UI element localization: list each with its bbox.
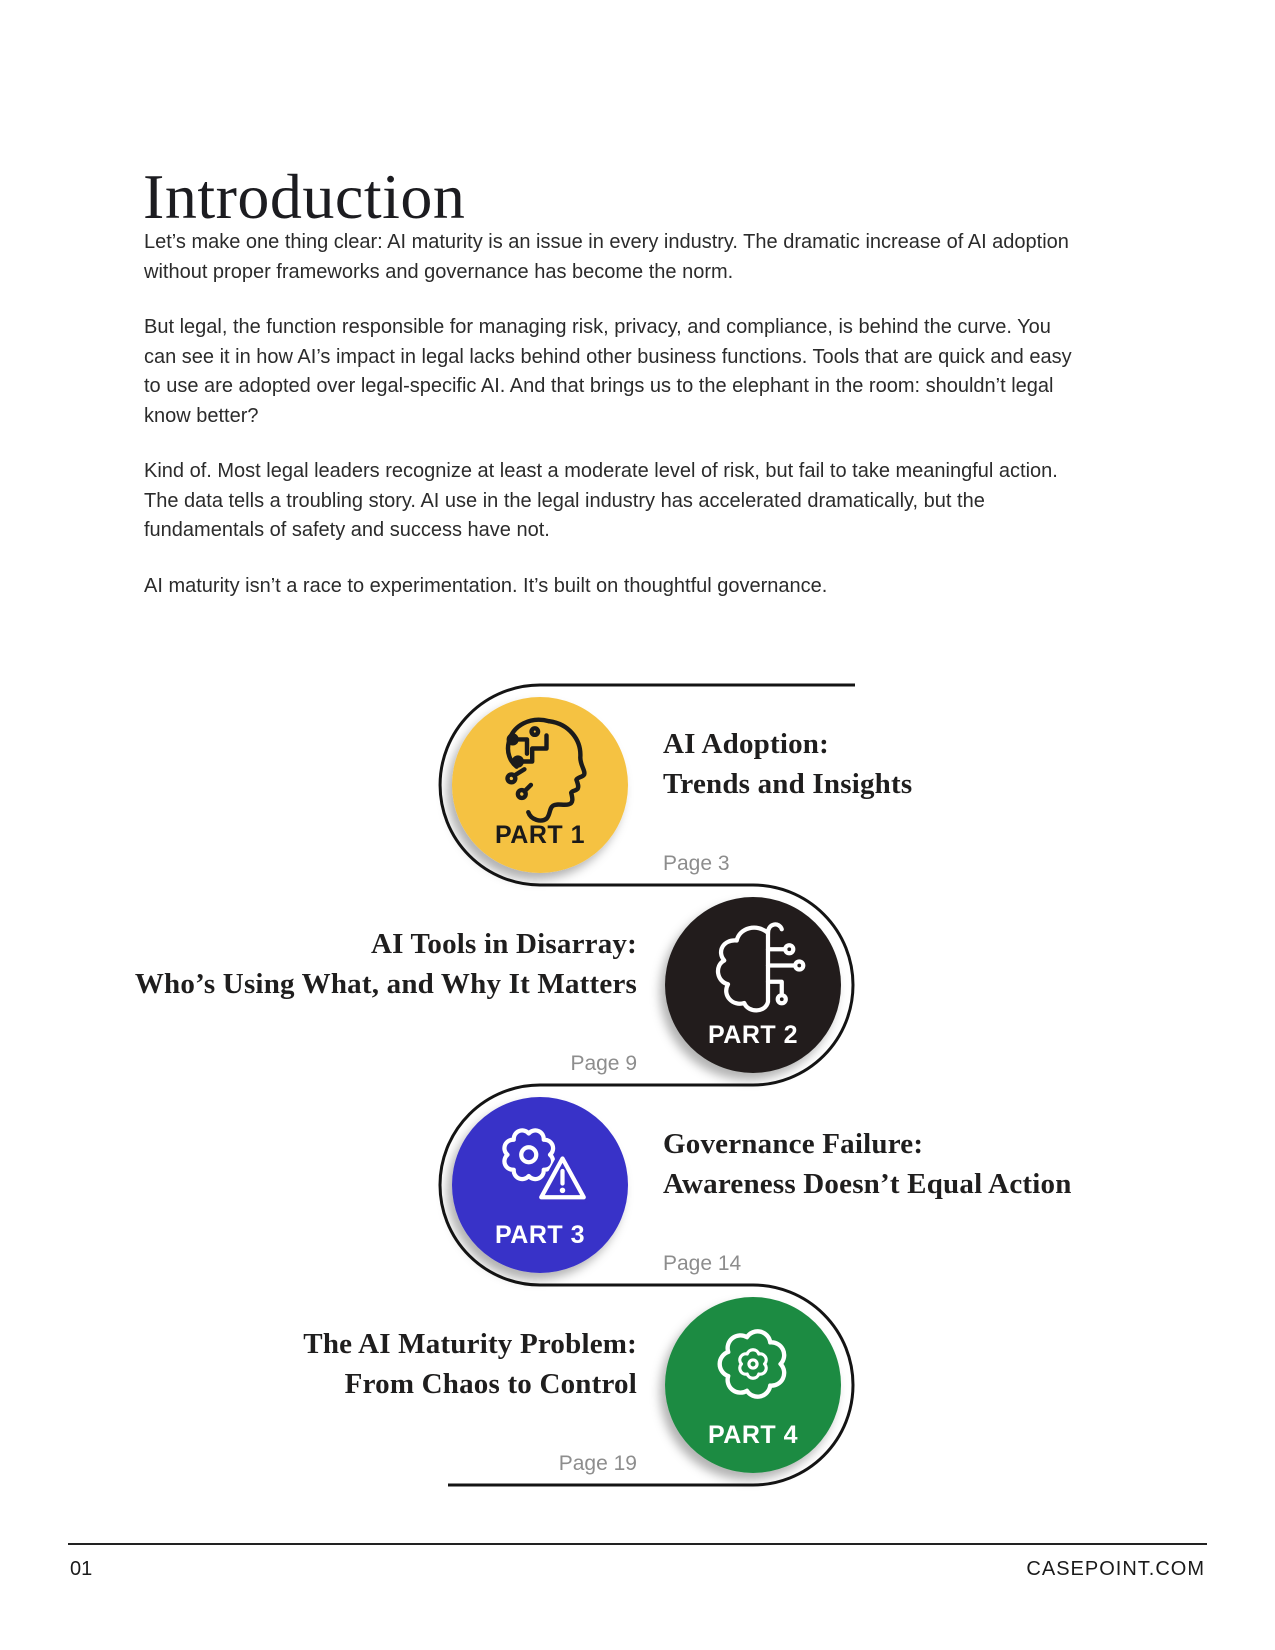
footer-divider — [68, 1543, 1207, 1545]
part-2-label: PART 2 — [707, 1021, 799, 1049]
footer-page-number: 01 — [70, 1558, 93, 1580]
part-4-title-line-1: The AI Maturity Problem: — [303, 1328, 637, 1360]
part-2-title-line-1: AI Tools in Disarray: — [370, 928, 637, 960]
part-4-title[interactable] — [303, 1324, 637, 1404]
part-4-page-label[interactable]: Page 19 — [558, 1452, 637, 1475]
part-3-title[interactable] — [663, 1124, 1072, 1204]
part-1-label: PART 1 — [494, 821, 586, 849]
part-2-title[interactable] — [135, 924, 637, 1004]
part-3-label: PART 3 — [494, 1221, 586, 1249]
part-3-title-line-2: Awareness Doesn’t Equal Action — [663, 1168, 1072, 1200]
part-1-badge[interactable] — [452, 697, 628, 873]
part-3-page-label[interactable]: Page 14 — [663, 1252, 742, 1275]
part-3-badge[interactable] — [452, 1097, 628, 1273]
part-1-page-label[interactable]: Page 3 — [663, 852, 730, 875]
paragraph-4: AI maturity isn’t a race to experimentation. It’s built on thoughtful governance. — [144, 574, 828, 597]
part-3-title-line-1: Governance Failure: — [663, 1128, 924, 1160]
part-2-badge[interactable] — [665, 897, 841, 1073]
paragraph-2: But legal, the function responsible for managing risk, privacy, and compliance, is behind the curve. You can see it in how AI’s impact in legal lacks behind other business functions. Tools that are quick and easy to use are adopted over legal-specific AI. And that brings us to the elephant in the room: shouldn’t legal know better? — [144, 316, 1072, 427]
page-title: Introduction — [143, 160, 466, 232]
footer-site-link[interactable]: CASEPOINT.COM — [1026, 1558, 1205, 1580]
part-1-title-line-2: Trends and Insights — [663, 768, 913, 800]
part-2-title-line-2: Who’s Using What, and Why It Matters — [134, 968, 637, 1000]
part-1-title[interactable] — [663, 724, 912, 804]
paragraph-3: Kind of. Most legal leaders recognize at least a moderate level of risk, but fail to take meaningful action. The data tells a troubling story. AI use in the legal industry has accelerated dramatically, but the fundamentals of safety and success have not. — [144, 460, 1058, 541]
part-4-title-line-2: From Chaos to Control — [344, 1368, 637, 1400]
part-2-page-label[interactable]: Page 9 — [570, 1052, 637, 1075]
paragraph-1: Let’s make one thing clear: AI maturity is an issue in every industry. The dramatic increase of AI adoption without proper frameworks and governance has become the norm. — [144, 231, 1069, 283]
part-1-title-line-1: AI Adoption: — [663, 728, 829, 760]
part-4-badge[interactable] — [665, 1297, 841, 1473]
part-4-label: PART 4 — [707, 1421, 799, 1449]
